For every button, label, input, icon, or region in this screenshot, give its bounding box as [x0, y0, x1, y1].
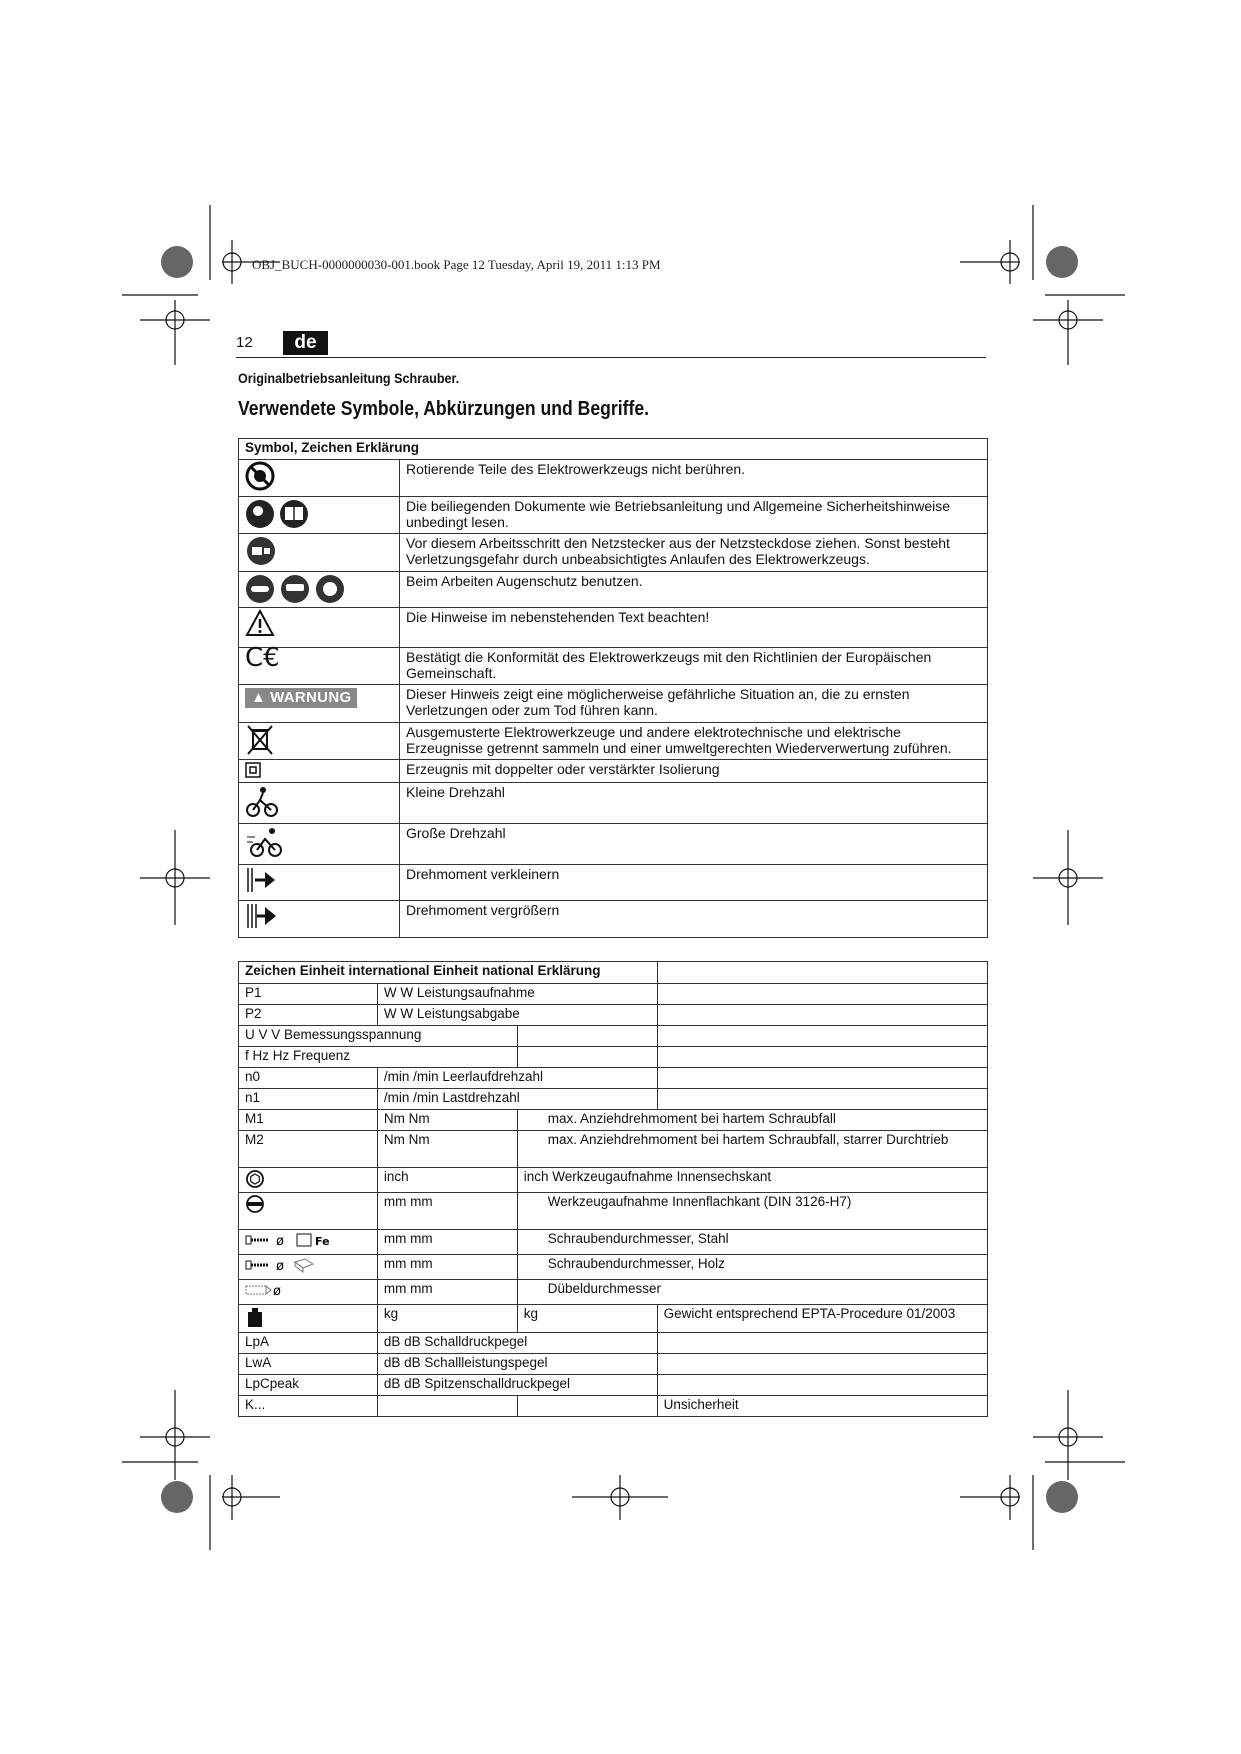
- unit-symbol: LpCpeak: [239, 1375, 378, 1396]
- unit-info: dB dB Spitzenschalldruckpegel: [377, 1375, 657, 1396]
- table-row: [239, 1110, 988, 1131]
- table-row: [239, 1193, 988, 1230]
- header-rule: [236, 357, 986, 358]
- weee-bin-icon: [245, 724, 275, 756]
- table-row: [239, 901, 988, 938]
- unit-info: kg: [377, 1305, 517, 1333]
- unit-explanation: Gewicht entsprechend EPTA-Procedure 01/2003: [657, 1305, 987, 1333]
- unit-explanation: Dübeldurchmesser: [517, 1280, 987, 1305]
- unit-explanation: [657, 1333, 987, 1354]
- table-row: [239, 1280, 988, 1305]
- svg-text:ø: ø: [276, 1234, 284, 1249]
- unit-explanation: [657, 1026, 987, 1047]
- table-row: [239, 1026, 988, 1047]
- table-row: [239, 1230, 988, 1255]
- unit-symbol: K...: [239, 1396, 378, 1417]
- units-table-header: Zeichen Einheit international Einheit national Erklärung: [239, 962, 658, 984]
- table-row: [239, 1354, 988, 1375]
- unit-symbol: f Hz Hz Frequenz: [239, 1047, 518, 1068]
- unit-info: [517, 1026, 657, 1047]
- units-table: [238, 961, 988, 1417]
- table-row: [239, 1089, 988, 1110]
- unit-symbol: n0: [239, 1068, 378, 1089]
- symbol-description: Drehmoment verkleinern: [400, 865, 988, 901]
- symbol-cell: [239, 643, 400, 685]
- unit-symbol-cell: [239, 1168, 378, 1193]
- unit-symbol: LwA: [239, 1354, 378, 1375]
- unit-symbol-cell: [239, 1230, 378, 1255]
- symbol-description: Ausgemusterte Elektrowerkzeuge und andere elektrotechnische und elektrische Erzeugnisse getrennt sammeln und einer umweltgerechten Wiederverwertung zuführen.: [400, 723, 988, 760]
- symbol-cell: [239, 608, 400, 648]
- symbol-description: Dieser Hinweis zeigt eine möglicherweise gefährliche Situation an, die zu ernsten Verletzungen oder zum Tod führen kann.: [400, 685, 988, 723]
- table-row: [239, 1131, 988, 1168]
- header-empty-cell: [657, 962, 987, 984]
- symbol-cell: [239, 497, 400, 534]
- double-insulation-icon: [245, 762, 261, 778]
- svg-text:ø: ø: [276, 1259, 284, 1274]
- warning-label-icon: ▲ WARNUNG: [245, 688, 357, 708]
- symbol-cell: [239, 901, 400, 938]
- symbol-cell: [239, 685, 400, 723]
- ce-mark-icon: C€: [245, 643, 280, 674]
- table-row: [239, 685, 988, 723]
- unit-symbol: P1: [239, 984, 378, 1005]
- unit-info: mm mm: [377, 1280, 517, 1305]
- symbol-description: Rotierende Teile des Elektrowerkzeugs nicht berühren.: [400, 460, 988, 497]
- page-number: 12: [236, 334, 253, 351]
- unit-info: [377, 1396, 517, 1417]
- symbols-table-header: Symbol, Zeichen Erklärung: [239, 439, 988, 460]
- unit-symbol: LpA: [239, 1333, 378, 1354]
- document-subtitle: Originalbetriebsanleitung Schrauber.: [238, 370, 460, 386]
- table-row: [239, 1305, 988, 1333]
- symbol-cell: [239, 760, 400, 783]
- unit-info: inch: [377, 1168, 517, 1193]
- unit-info: mm mm: [377, 1193, 517, 1230]
- symbols-table: [238, 438, 988, 938]
- unit-info-national: kg: [517, 1305, 657, 1333]
- table-row: [239, 648, 988, 685]
- unit-explanation: [657, 1375, 987, 1396]
- symbol-cell: [239, 783, 400, 824]
- hex-socket-icon: [245, 1169, 265, 1189]
- screw-steel-icon: [245, 1231, 335, 1249]
- table-row: [239, 1333, 988, 1354]
- unit-info: dB dB Schallleistungspegel: [377, 1354, 657, 1375]
- svg-text:ø: ø: [273, 1284, 281, 1299]
- unit-symbol-cell: [239, 1193, 378, 1230]
- table-row: [239, 1255, 988, 1280]
- unit-symbol-cell: [239, 1305, 378, 1333]
- symbol-description: Beim Arbeiten Augenschutz benutzen.: [400, 572, 988, 608]
- unit-symbol: P2: [239, 1005, 378, 1026]
- table-header-row: [239, 962, 988, 984]
- symbol-description: Drehmoment vergrößern: [400, 901, 988, 938]
- unit-symbol: M1: [239, 1110, 378, 1131]
- unit-symbol: M2: [239, 1131, 378, 1168]
- symbol-description: Die beiliegenden Dokumente wie Betriebsanleitung und Allgemeine Sicherheitshinweise unbedingt lesen.: [400, 497, 988, 534]
- symbol-cell: [239, 824, 400, 865]
- table-row: [239, 1375, 988, 1396]
- unit-explanation: [657, 1089, 987, 1110]
- unit-symbol-cell: [239, 1255, 378, 1280]
- table-row: [239, 783, 988, 824]
- dowel-icon: [245, 1281, 287, 1299]
- unit-info: Nm Nm: [377, 1110, 517, 1131]
- table-row: [239, 1005, 988, 1026]
- unit-symbol: n1: [239, 1089, 378, 1110]
- language-tab: de: [283, 331, 328, 355]
- flat-socket-icon: [245, 1194, 265, 1214]
- unit-explanation: Werkzeugaufnahme Innenflachkant (DIN 3126-H7): [517, 1193, 987, 1230]
- unit-info: /min /min Leerlaufdrehzahl: [377, 1068, 657, 1089]
- unit-explanation: [657, 1005, 987, 1026]
- table-row: [239, 608, 988, 648]
- symbol-cell: [239, 572, 400, 608]
- symbol-description: Erzeugnis mit doppelter oder verstärkter Isolierung: [400, 760, 988, 783]
- unit-info: [517, 1047, 657, 1068]
- eye-protection-icon: [245, 573, 345, 605]
- low-speed-icon: [245, 784, 279, 818]
- symbol-cell: [239, 460, 400, 497]
- print-header: OBJ_BUCH-0000000030-001.book Page 12 Tuesday, April 19, 2011 1:13 PM: [252, 257, 661, 272]
- unit-explanation: [657, 1047, 987, 1068]
- unit-explanation: [657, 1068, 987, 1089]
- table-row: [239, 984, 988, 1005]
- unit-explanation: max. Anziehdrehmoment bei hartem Schraubfall: [517, 1110, 987, 1131]
- warning-label-text: WARNUNG: [270, 689, 352, 706]
- table-row: [239, 572, 988, 608]
- symbol-description: Große Drehzahl: [400, 824, 988, 865]
- unit-symbol-cell: [239, 1280, 378, 1305]
- symbol-cell: [239, 723, 400, 760]
- svg-text:Fe: Fe: [315, 1235, 330, 1248]
- high-speed-icon: [245, 825, 285, 859]
- unit-explanation: max. Anziehdrehmoment bei hartem Schraubfall, starrer Durchtrieb: [517, 1131, 987, 1168]
- unit-info: W W Leistungsabgabe: [377, 1005, 657, 1026]
- unit-symbol: U V V Bemessungsspannung: [239, 1026, 518, 1047]
- table-row: [239, 723, 988, 760]
- table-row: [239, 460, 988, 497]
- section-title: Verwendete Symbole, Abkürzungen und Begriffe.: [238, 398, 650, 420]
- unit-explanation: [657, 984, 987, 1005]
- unit-info: W W Leistungsaufnahme: [377, 984, 657, 1005]
- unit-explanation: inch Werkzeugaufnahme Innensechskant: [517, 1168, 987, 1193]
- unit-explanation: Unsicherheit: [657, 1396, 987, 1417]
- symbol-description: Die Hinweise im nebenstehenden Text beachten!: [400, 608, 988, 648]
- table-header-row: [239, 439, 988, 460]
- symbol-cell: [239, 865, 400, 901]
- unit-explanation: Schraubendurchmesser, Stahl: [517, 1230, 987, 1255]
- table-row: [239, 1068, 988, 1089]
- symbol-description: Kleine Drehzahl: [400, 783, 988, 824]
- unit-info: Nm Nm: [377, 1131, 517, 1168]
- table-row: [239, 865, 988, 901]
- unit-explanation: Schraubendurchmesser, Holz: [517, 1255, 987, 1280]
- warning-triangle-icon: [245, 609, 275, 637]
- symbol-cell: [239, 534, 400, 572]
- unit-explanation: [657, 1354, 987, 1375]
- symbol-description: Vor diesem Arbeitsschritt den Netzstecker aus der Netzsteckdose ziehen. Sonst besteht Verletzungsgefahr durch unbeabsichtigtes Anlaufen des Elektrowerkzeugs.: [400, 534, 988, 572]
- torque-increase-icon: [245, 902, 279, 930]
- table-row: [239, 1047, 988, 1068]
- table-row: [239, 497, 988, 534]
- unit-info: dB dB Schalldruckpegel: [377, 1333, 657, 1354]
- table-row: [239, 760, 988, 783]
- unit-info-national: [517, 1396, 657, 1417]
- table-row: [239, 824, 988, 865]
- weight-icon: [245, 1306, 265, 1328]
- torque-decrease-icon: [245, 866, 279, 894]
- screw-wood-icon: [245, 1256, 317, 1274]
- table-row: [239, 534, 988, 572]
- unit-info: /min /min Lastdrehzahl: [377, 1089, 657, 1110]
- no-touch-rotating-icon: [245, 461, 275, 491]
- symbol-description: Bestätigt die Konformität des Elektrowerkzeugs mit den Richtlinien der Europäischen Gemeinschaft.: [400, 648, 988, 685]
- read-manual-icon: [245, 498, 311, 530]
- unit-info: mm mm: [377, 1255, 517, 1280]
- unit-info: mm mm: [377, 1230, 517, 1255]
- unplug-icon: [245, 535, 277, 567]
- table-row: [239, 1396, 988, 1417]
- table-row: [239, 1168, 988, 1193]
